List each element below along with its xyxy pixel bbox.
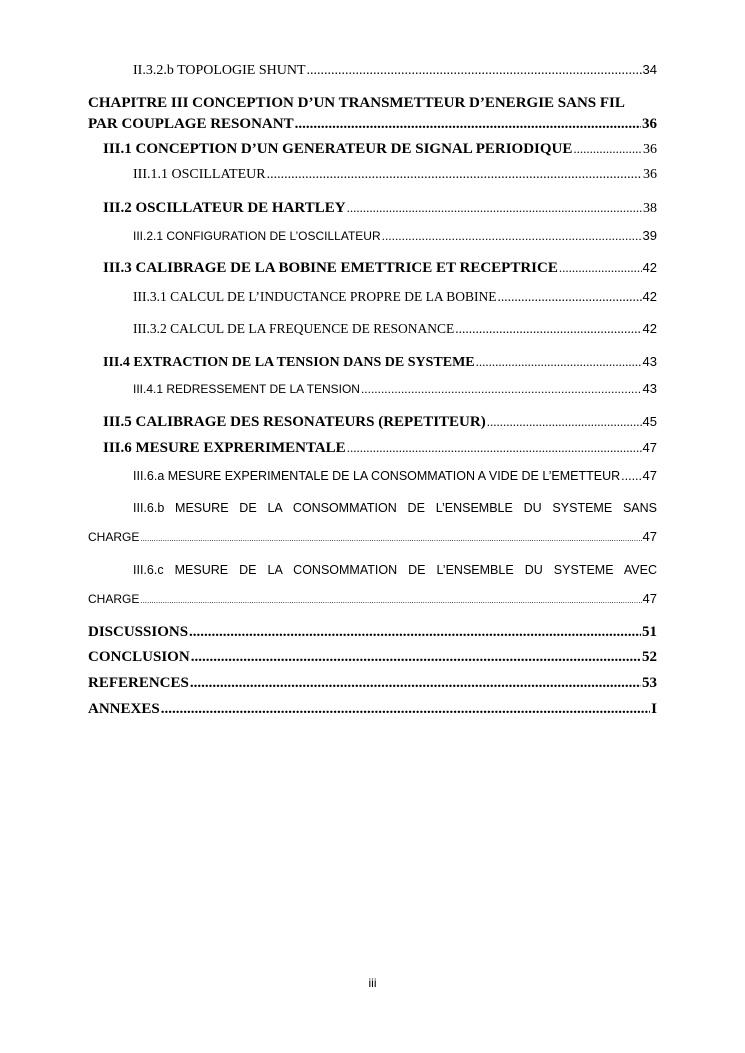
toc-entry-label: III.6 MESURE EXPRERIMENTALE	[103, 440, 346, 456]
toc-entry-page: 36	[643, 167, 657, 182]
toc-leader-dots	[559, 261, 642, 274]
toc-entry-label: III.2 OSCILLATEUR DE HARTLEY	[103, 200, 346, 216]
toc-entry-page: 47	[642, 529, 657, 544]
toc-entry-label: III.5 CALIBRAGE DES RESONATEURS (REPETITEUR)	[103, 414, 486, 430]
toc-entry-line[interactable]: III.6.c MESURE DE LA CONSOMMATION DE L’ENSEMBLE DU SYSTEME AVEC	[133, 563, 657, 577]
toc-entry[interactable]	[133, 229, 657, 242]
toc-entry-page: 47	[642, 468, 657, 483]
toc-entry-page: 43	[642, 381, 657, 396]
toc-leader-dots	[347, 201, 642, 214]
toc-entry-label: III.1.1 OSCILLATEUR	[133, 167, 266, 182]
toc-entry[interactable]	[88, 702, 657, 717]
toc-leader-dots	[267, 168, 642, 182]
toc-leader-dots	[295, 117, 641, 132]
toc-entry-label: III.1 CONCEPTION D’UN GENERATEUR DE SIGNAL PERIODIQUE	[103, 141, 573, 157]
toc-entry[interactable]	[103, 142, 657, 157]
toc-entry[interactable]	[88, 117, 657, 132]
toc-entry[interactable]	[103, 355, 657, 370]
toc-entry[interactable]	[133, 469, 657, 483]
toc-leader-dots	[487, 415, 642, 428]
toc-entry-label: DISCUSSIONS	[88, 624, 189, 640]
toc-entry[interactable]	[103, 441, 657, 456]
toc-entry-page: 43	[642, 354, 657, 369]
toc-entry-label: REFERENCES	[88, 675, 189, 691]
toc-leader-dots	[307, 64, 642, 78]
toc-entry-page: 39	[642, 228, 657, 243]
toc-entry[interactable]	[133, 322, 657, 336]
toc-leader-dots	[190, 676, 641, 691]
toc-entry[interactable]	[133, 168, 657, 182]
toc-entry-page: 51	[642, 624, 657, 640]
toc-entry-page: 36	[642, 116, 657, 132]
toc-entry[interactable]	[133, 382, 657, 395]
toc-entry-page: 42	[642, 289, 657, 304]
toc-entry-label: CHARGE	[88, 530, 140, 544]
toc-leader-dots	[573, 142, 642, 155]
toc-leader-dots	[498, 290, 642, 304]
toc-entry-label: CONCLUSION	[88, 649, 190, 665]
toc-entry-page: I	[651, 701, 657, 717]
toc-leader-dots	[347, 441, 642, 454]
toc-entry-page: 38	[643, 201, 657, 216]
toc-entry-label: ANNEXES	[88, 701, 160, 717]
toc-leader-dots	[189, 625, 641, 640]
toc-entry[interactable]	[88, 530, 657, 543]
toc-entry-label: III.3.1 CALCUL DE L’INDUCTANCE PROPRE DE LA BOBINE	[133, 289, 497, 304]
toc-entry[interactable]	[88, 592, 657, 605]
toc-entry-page: 42	[642, 321, 657, 336]
toc-leader-dots	[361, 383, 642, 395]
chapter-heading[interactable]: CHAPITRE III CONCEPTION D’UN TRANSMETTEUR D’ENERGIE SANS FIL	[88, 95, 625, 111]
toc-entry[interactable]	[133, 63, 657, 78]
page-number: iii	[368, 976, 377, 990]
toc-entry-label: III.4 EXTRACTION DE LA TENSION DANS DE SYSTEME	[103, 355, 475, 370]
toc-entry[interactable]	[103, 201, 657, 216]
toc-entry-page: 47	[642, 591, 657, 606]
toc-entry-label: III.6.a MESURE EXPERIMENTALE DE LA CONSOMMATION A VIDE DE L’EMETTEUR	[133, 469, 621, 483]
toc-entry[interactable]	[88, 650, 657, 665]
toc-leader-dots	[476, 355, 642, 368]
toc-entry-label: PAR COUPLAGE RESONANT	[88, 116, 294, 132]
toc-leader-dots	[140, 597, 641, 605]
toc-entry[interactable]	[133, 290, 657, 304]
toc-entry-page: 36	[643, 142, 657, 157]
toc-entry[interactable]	[88, 676, 657, 691]
toc-leader-dots	[455, 322, 641, 336]
toc-entry-label: III.3.2 CALCUL DE LA FREQUENCE DE RESONANCE	[133, 321, 455, 336]
toc-entry-label: III.2.1 CONFIGURATION DE L’OSCILLATEUR	[133, 229, 381, 243]
toc-entry-page: 53	[642, 675, 657, 691]
toc-entry-line[interactable]: III.6.b MESURE DE LA CONSOMMATION DE L’ENSEMBLE DU SYSTEME SANS	[133, 501, 657, 515]
toc-entry[interactable]	[88, 625, 657, 640]
toc-entry-page: 42	[642, 260, 657, 275]
toc-entry-label: II.3.2.b TOPOLOGIE SHUNT	[133, 63, 306, 78]
toc-entry-label: III.3 CALIBRAGE DE LA BOBINE EMETTRICE ET RECEPTRICE	[103, 260, 558, 276]
toc-leader-dots	[161, 702, 650, 717]
toc-entry-page: 45	[642, 414, 657, 429]
toc-leader-dots	[191, 650, 641, 665]
toc-entry[interactable]	[103, 261, 657, 276]
toc-leader-dots	[382, 230, 642, 242]
toc-entry-page: 52	[642, 649, 657, 665]
toc-entry-label: CHARGE	[88, 592, 140, 606]
toc-entry-page: 34	[642, 62, 657, 77]
toc-entry-page: 47	[642, 440, 657, 455]
toc-entry-label: III.4.1 REDRESSEMENT DE LA TENSION	[133, 382, 360, 396]
toc-entry[interactable]	[103, 415, 657, 430]
toc-leader-dots	[621, 470, 641, 483]
toc-leader-dots	[140, 535, 641, 543]
